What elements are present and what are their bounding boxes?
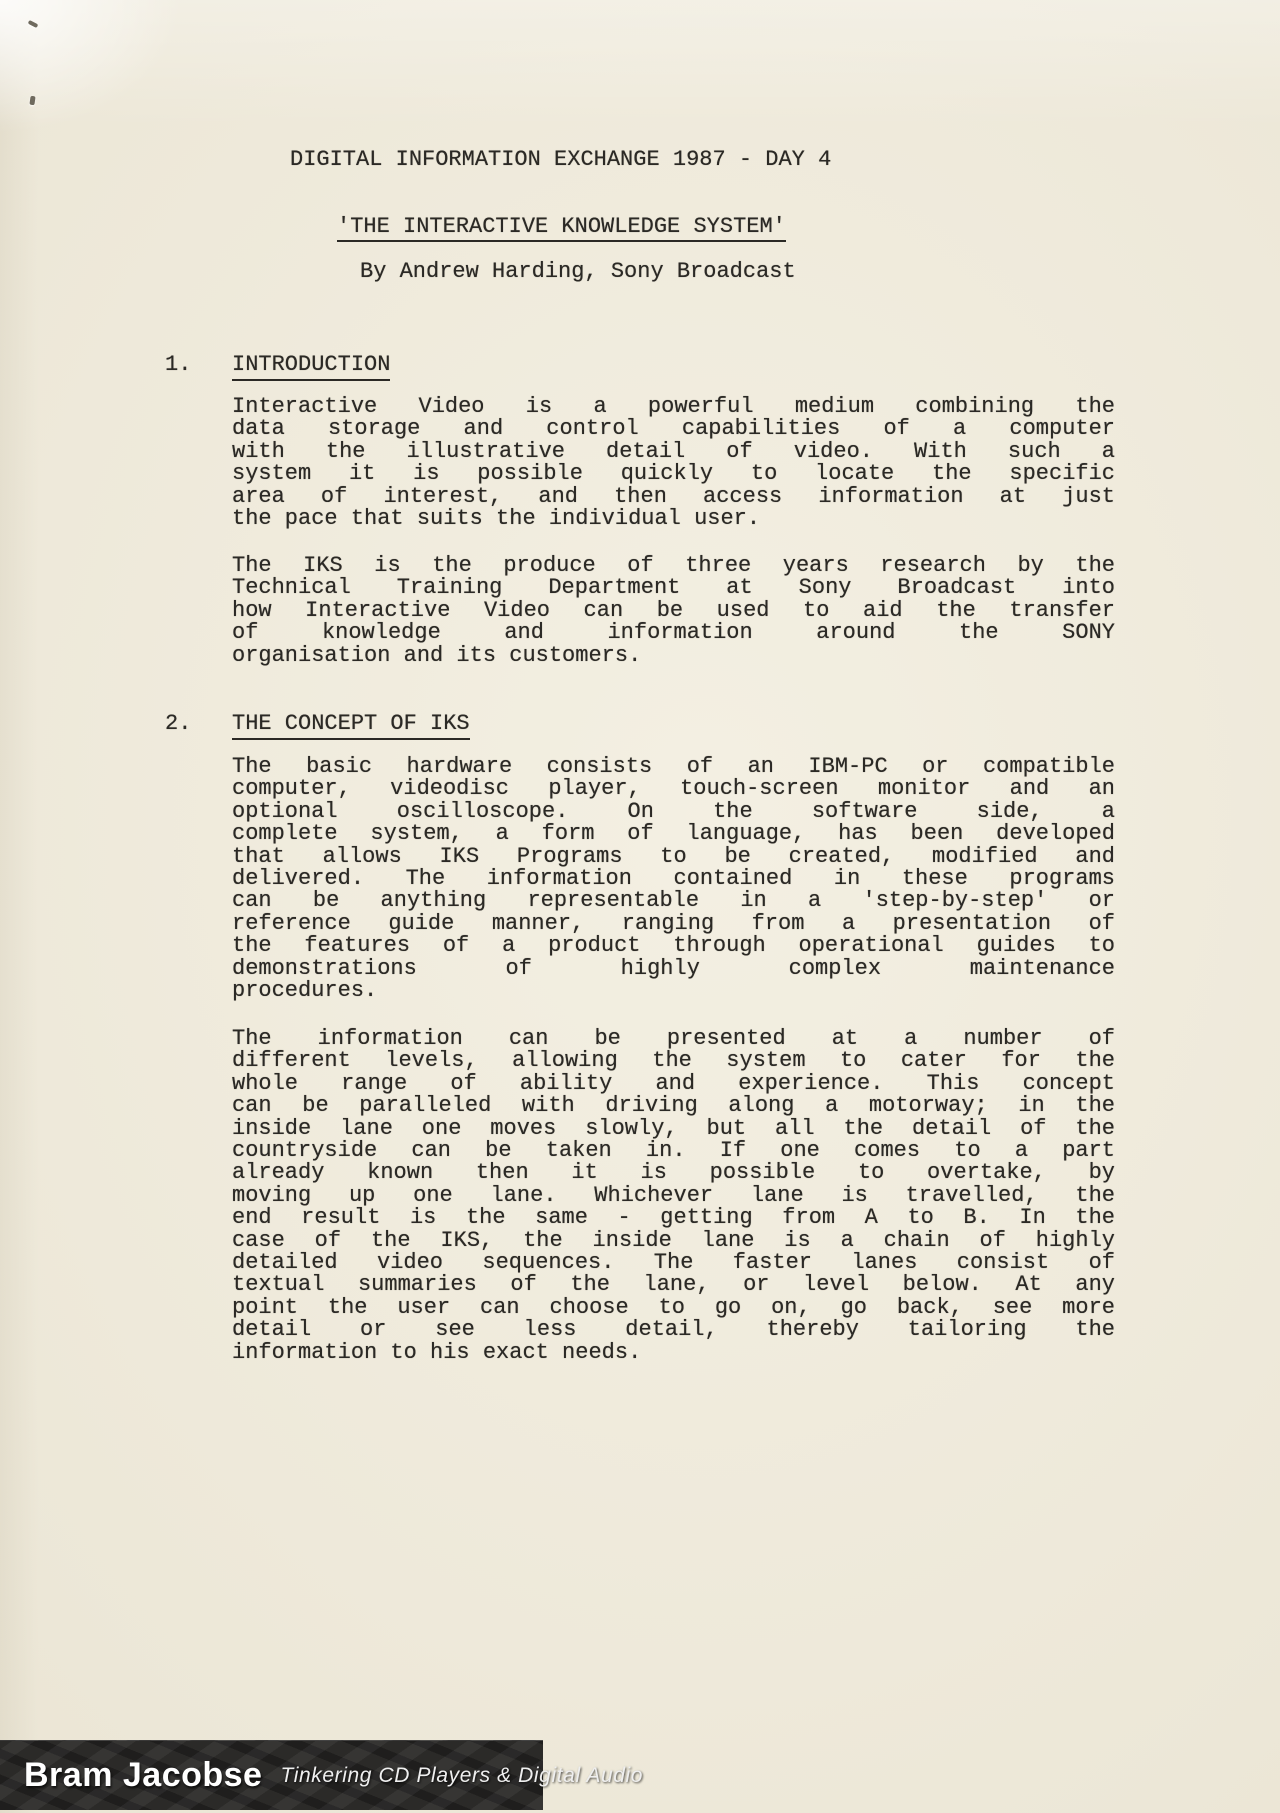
text-line: information to his exact needs. bbox=[232, 1339, 642, 1365]
text-line: The basic hardware consists of an IBM-PC or compatible bbox=[232, 754, 1115, 779]
text-line: the features of a product through operational guides to bbox=[232, 933, 1115, 959]
section-heading-row bbox=[165, 354, 390, 376]
text-line: Interactive Video is a powerful medium combining the bbox=[232, 394, 1115, 419]
text-line: computer, videodisc player, touch-screen monitor and an bbox=[232, 776, 1115, 802]
text-line: of knowledge and information around the SONY bbox=[232, 620, 1115, 646]
text-line: The IKS is the produce of three years research by the bbox=[232, 553, 1115, 578]
text-line: with the illustrative detail of video. With such a bbox=[232, 438, 1115, 464]
text-line: moving up one lane. Whichever lane is travelled, the bbox=[232, 1182, 1115, 1208]
paragraph bbox=[232, 756, 1115, 1002]
text-line: optional oscilloscope. On the software side, a bbox=[232, 798, 1115, 824]
document-subtitle: 'THE INTERACTIVE KNOWLEDGE SYSTEM' bbox=[337, 216, 786, 242]
watermark-tagline: Tinkering CD Players & Digital Audio bbox=[280, 1763, 644, 1787]
text-line: how Interactive Video can be used to aid the transfer bbox=[232, 597, 1115, 623]
text-line: countryside can be taken in. If one comes to a part bbox=[232, 1138, 1115, 1164]
watermark-bar bbox=[0, 1740, 644, 1810]
paragraph bbox=[232, 1028, 1115, 1364]
text-line: system it is possible quickly to locate the specific bbox=[232, 461, 1115, 487]
text-line: the pace that suits the individual user. bbox=[232, 506, 761, 532]
text-line: The information can be presented at a number of bbox=[232, 1026, 1115, 1051]
text-line: case of the IKS, the inside lane is a chain of highly bbox=[232, 1227, 1115, 1253]
text-line: point the user can choose to go on, go back, see more bbox=[232, 1294, 1115, 1320]
section-number: 1. bbox=[165, 352, 192, 377]
text-line: already known then it is possible to overtake, by bbox=[232, 1160, 1115, 1186]
section-number: 2. bbox=[165, 711, 192, 736]
staple-mark bbox=[29, 96, 35, 106]
paragraph bbox=[232, 555, 1115, 667]
text-line: that allows IKS Programs to be created, modified and bbox=[232, 843, 1115, 869]
watermark-name: Bram Jacobse bbox=[24, 1756, 263, 1794]
text-line: whole range of ability and experience. This concept bbox=[232, 1070, 1115, 1096]
text-line: can be paralleled with driving along a motorway; in the bbox=[232, 1093, 1115, 1119]
text-line: end result is the same - getting from A to B. In the bbox=[232, 1205, 1115, 1231]
text-line: organisation and its customers. bbox=[232, 642, 642, 668]
document-title: DIGITAL INFORMATION EXCHANGE 1987 - DAY 4 bbox=[290, 147, 832, 172]
text-line: procedures. bbox=[232, 978, 378, 1004]
paragraph bbox=[232, 396, 1115, 530]
text-line: reference guide manner, ranging from a presentation of bbox=[232, 910, 1115, 936]
text-line: textual summaries of the lane, or level below. At any bbox=[232, 1272, 1115, 1298]
section-heading: THE CONCEPT OF IKS bbox=[232, 711, 470, 740]
document-byline: By Andrew Harding, Sony Broadcast bbox=[360, 259, 796, 284]
text-line: inside lane one moves slowly, but all the detail of the bbox=[232, 1115, 1115, 1141]
text-line: delivered. The information contained in these programs bbox=[232, 866, 1115, 892]
section-heading: INTRODUCTION bbox=[232, 352, 390, 381]
text-line: can be anything representable in a 'step-by-step' or bbox=[232, 888, 1115, 914]
section-heading-row bbox=[165, 713, 470, 735]
text-line: data storage and control capabilities of a computer bbox=[232, 416, 1115, 442]
text-line: different levels, allowing the system to cater for the bbox=[232, 1048, 1115, 1074]
text-line: demonstrations of highly complex maintenance bbox=[232, 955, 1115, 981]
text-line: area of interest, and then access information at just bbox=[232, 483, 1115, 509]
staple-mark bbox=[28, 20, 39, 28]
text-line: detail or see less detail, thereby tailoring the bbox=[232, 1317, 1115, 1343]
text-line: Technical Training Department at Sony Broadcast into bbox=[232, 575, 1115, 601]
text-line: complete system, a form of language, has been developed bbox=[232, 821, 1115, 847]
text-line: detailed video sequences. The faster lanes consist of bbox=[232, 1250, 1115, 1276]
